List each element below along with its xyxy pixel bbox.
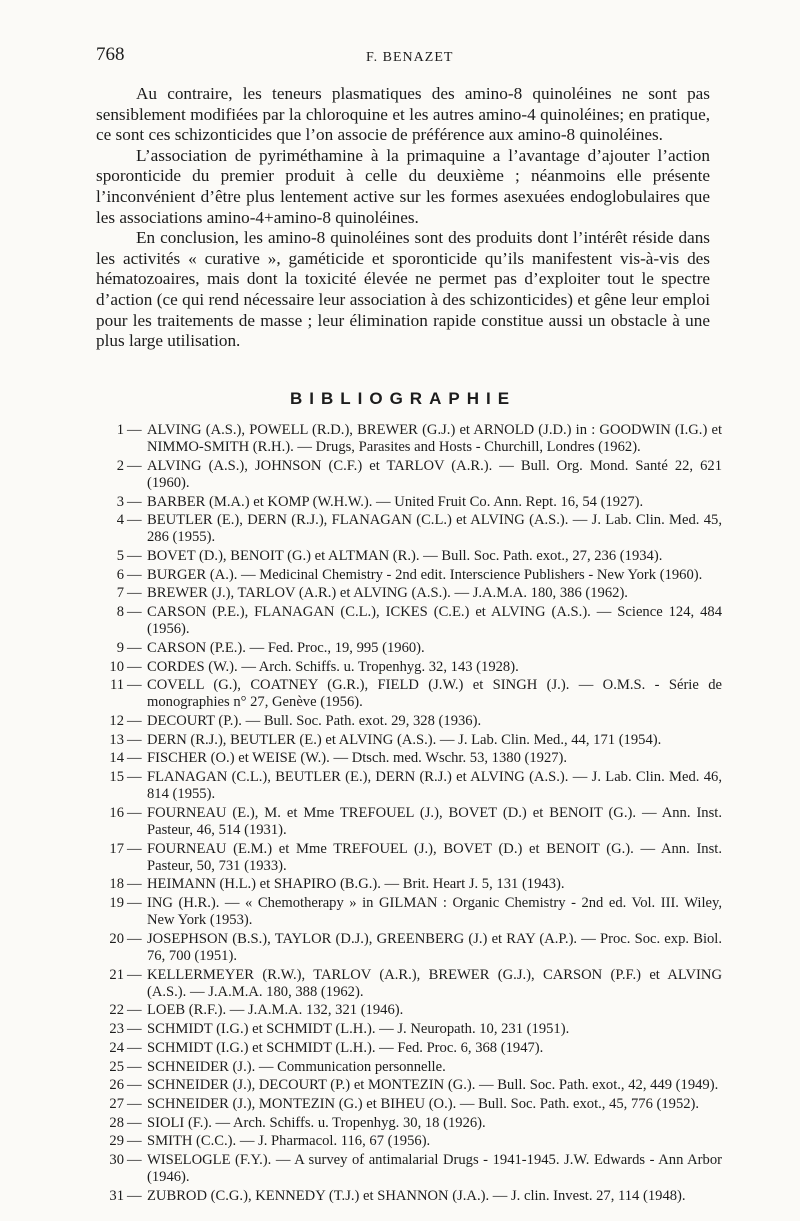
reference-number: 8 xyxy=(116,604,124,621)
reference-text: ALVING (A.S.), JOHNSON (C.F.) et TARLOV (A.R.). — Bull. Org. Mond. Santé 22, 621 (1960). xyxy=(147,457,722,491)
reference-text: WISELOGLE (F.Y.). — A survey of antimalarial Drugs - 1941-1945. J.W. Edwards - Ann Arbor (1946). xyxy=(147,1151,722,1186)
reference-text: CORDES (W.). — Arch. Schiffs. u. Tropenhyg. 32, 143 (1928). xyxy=(147,658,519,675)
reference-item: 3 — BARBER (M.A.) et KOMP (W.H.W.). — United Fruit Co. Ann. Rept. 16, 54 (1927). xyxy=(96,494,722,511)
reference-text: SCHMIDT (I.G.) et SCHMIDT (L.H.). — J. Neuropath. 10, 231 (1951). xyxy=(147,1021,570,1038)
reference-number: 2 xyxy=(116,457,124,474)
paragraph: En conclusion, les amino-8 quinoléines sont des produits dont l’intérêt réside dans les activités « curative », gaméticide et sporonticide qu’ils manifestent vis-à-vis des hématozoaires, mais dont la toxicité élevée ne permet pas d’exploiter tout le spectre d’action (ce qui rend nécessaire leur association à des schizonticides) et gêne leur emploi pour les traitements de masse ; leur élimination rapide constitue aussi un obstacle à une plus large utilisation. xyxy=(96,228,710,351)
reference-number: 5 xyxy=(116,548,124,565)
reference-text: CARSON (P.E.). — Fed. Proc., 19, 995 (1960). xyxy=(147,639,425,656)
reference-item: 2 — ALVING (A.S.), JOHNSON (C.F.) et TARLOV (A.R.). — Bull. Org. Mond. Santé 22, 621 (1960). xyxy=(96,458,722,492)
reference-item: 1 — ALVING (A.S.), POWELL (R.D.), BREWER (G.J.) et ARNOLD (J.D.) in : GOODWIN (I.G.) et NIMMO-SMITH (R.H.). — Drugs, Parasites and Hosts - Churchill, Londres (1962). xyxy=(96,422,722,456)
running-head: F. BENAZET xyxy=(366,50,454,65)
reference-number: 1 xyxy=(116,422,124,438)
reference-text: BOVET (D.), BENOIT (G.) et ALTMAN (R.). — Bull. Soc. Path. exot., 27, 236 (1934). xyxy=(147,548,663,565)
reference-number: 18 xyxy=(109,876,124,893)
reference-item: 28 — SIOLI (F.). — Arch. Schiffs. u. Tropenhyg. 30, 18 (1926). xyxy=(96,1115,722,1132)
reference-number: 24 xyxy=(109,1039,124,1056)
body-text xyxy=(96,84,710,352)
reference-text: HEIMANN (H.L.) et SHAPIRO (B.G.). — Brit. Heart J. 5, 131 (1943). xyxy=(147,876,565,893)
reference-number: 9 xyxy=(116,639,124,656)
reference-item: 21 — KELLERMEYER (R.W.), TARLOV (A.R.), BREWER (G.J.), CARSON (P.F.) et ALVING (A.S.). — J.A.M.A. 180, 388 (1962). xyxy=(96,967,722,1001)
reference-number: 10 xyxy=(109,658,124,675)
reference-number: 4 xyxy=(116,512,124,529)
paragraph: L’association de pyriméthamine à la primaquine a l’avantage d’ajouter l’action sporonticide du premier produit à celle du deuxième ; néanmoins elle présente l’inconvénient d’être plus lentement active sur les formes asexuées endoglobulaires que les associations amino-4+amino-8 quinoléines. xyxy=(96,145,710,227)
reference-number: 3 xyxy=(116,493,124,510)
reference-text: KELLERMEYER (R.W.), TARLOV (A.R.), BREWER (G.J.), CARSON (P.F.) et ALVING (A.S.). — J.A.M.A. 180, 388 (1962). xyxy=(147,966,722,1000)
reference-item: 5 — BOVET (D.), BENOIT (G.) et ALTMAN (R.). — Bull. Soc. Path. exot., 27, 236 (1934). xyxy=(96,548,722,565)
reference-item: 16 — FOURNEAU (E.), M. et Mme TREFOUEL (J.), BOVET (D.) et BENOIT (G.). — Ann. Inst. Pasteur, 46, 514 (1931). xyxy=(96,805,722,839)
reference-number: 14 xyxy=(109,750,124,767)
reference-number: 27 xyxy=(109,1095,124,1112)
reference-text: FISCHER (O.) et WEISE (W.). — Dtsch. med. Wschr. 53, 1380 (1927). xyxy=(147,750,568,767)
reference-item: 23 — SCHMIDT (I.G.) et SCHMIDT (L.H.). — J. Neuropath. 10, 231 (1951). xyxy=(96,1021,722,1038)
reference-item: 27 — SCHNEIDER (J.), MONTEZIN (G.) et BIHEU (O.). — Bull. Soc. Path. exot., 45, 776 (1952). xyxy=(96,1096,722,1113)
reference-number: 17 xyxy=(109,840,124,857)
reference-item: 25 — SCHNEIDER (J.). — Communication personnelle. xyxy=(96,1059,722,1076)
reference-item: 11 — COVELL (G.), COATNEY (G.R.), FIELD (J.W.) et SINGH (J.). — O.M.S. - Série de monographies n° 27, Genève (1956). xyxy=(96,677,722,711)
reference-text: SCHNEIDER (J.), MONTEZIN (G.) et BIHEU (O.). — Bull. Soc. Path. exot., 45, 776 (1952). xyxy=(147,1095,700,1112)
bibliography-list xyxy=(96,422,722,1206)
reference-number: 19 xyxy=(109,895,124,912)
reference-item: 14 — FISCHER (O.) et WEISE (W.). — Dtsch. med. Wschr. 53, 1380 (1927). xyxy=(96,750,722,767)
page-number: 768 xyxy=(96,44,125,65)
reference-number: 13 xyxy=(109,731,124,748)
reference-item: 4 — BEUTLER (E.), DERN (R.J.), FLANAGAN (C.L.) et ALVING (A.S.). — J. Lab. Clin. Med. 45, 286 (1955). xyxy=(96,512,722,546)
reference-text: LOEB (R.F.). — J.A.M.A. 132, 321 (1946). xyxy=(147,1002,404,1019)
reference-number: 28 xyxy=(109,1114,124,1131)
reference-number: 16 xyxy=(109,804,124,821)
reference-text: COVELL (G.), COATNEY (G.R.), FIELD (J.W.) et SINGH (J.). — O.M.S. - Série de monographies n° 27, Genève (1956). xyxy=(147,677,722,711)
reference-item: 18 — HEIMANN (H.L.) et SHAPIRO (B.G.). — Brit. Heart J. 5, 131 (1943). xyxy=(96,876,722,893)
reference-text: JOSEPHSON (B.S.), TAYLOR (D.J.), GREENBERG (J.) et RAY (A.P.). — Proc. Soc. exp. Biol. 76, 700 (1951). xyxy=(147,930,722,964)
reference-text: SIOLI (F.). — Arch. Schiffs. u. Tropenhyg. 30, 18 (1926). xyxy=(147,1114,486,1131)
reference-item: 12 — DECOURT (P.). — Bull. Soc. Path. exot. 29, 328 (1936). xyxy=(96,713,722,730)
reference-item: 17 — FOURNEAU (E.M.) et Mme TREFOUEL (J.), BOVET (D.) et BENOIT (G.). — Ann. Inst. Pasteur, 50, 731 (1933). xyxy=(96,841,722,875)
reference-text: DECOURT (P.). — Bull. Soc. Path. exot. 29, 328 (1936). xyxy=(147,713,482,730)
reference-text: FOURNEAU (E.), M. et Mme TREFOUEL (J.), BOVET (D.) et BENOIT (G.). — Ann. Inst. Pasteur, 46, 514 (1931). xyxy=(147,804,722,838)
reference-item: 9 — CARSON (P.E.). — Fed. Proc., 19, 995 (1960). xyxy=(96,640,722,657)
reference-item: 7 — BREWER (J.), TARLOV (A.R.) et ALVING (A.S.). — J.A.M.A. 180, 386 (1962). xyxy=(96,585,722,602)
reference-number: 6 xyxy=(116,566,124,583)
reference-text: DERN (R.J.), BEUTLER (E.) et ALVING (A.S.). — J. Lab. Clin. Med., 44, 171 (1954). xyxy=(147,731,662,748)
reference-number: 26 xyxy=(109,1077,124,1094)
reference-number: 21 xyxy=(109,966,124,983)
reference-text: SCHNEIDER (J.). — Communication personnelle. xyxy=(147,1058,446,1075)
reference-text: CARSON (P.E.), FLANAGAN (C.L.), ICKES (C.E.) et ALVING (A.S.). — Science 124, 484 (1956). xyxy=(147,604,722,638)
reference-item: 26 — SCHNEIDER (J.), DECOURT (P.) et MONTEZIN (G.). — Bull. Soc. Path. exot., 42, 449 (1949). xyxy=(96,1077,722,1094)
reference-text: BARBER (M.A.) et KOMP (W.H.W.). — United Fruit Co. Ann. Rept. 16, 54 (1927). xyxy=(147,493,644,510)
reference-item: 29 — SMITH (C.C.). — J. Pharmacol. 116, 67 (1956). xyxy=(96,1133,722,1150)
section-title: BIBLIOGRAPHIE xyxy=(289,389,517,408)
reference-text: SCHMIDT (I.G.) et SCHMIDT (L.H.). — Fed. Proc. 6, 368 (1947). xyxy=(147,1039,544,1056)
reference-text: BREWER (J.), TARLOV (A.R.) et ALVING (A.S.). — J.A.M.A. 180, 386 (1962). xyxy=(147,585,628,602)
reference-number: 25 xyxy=(109,1058,124,1075)
reference-number: 20 xyxy=(109,930,124,947)
reference-number: 22 xyxy=(109,1002,124,1019)
reference-text: ZUBROD (C.G.), KENNEDY (T.J.) et SHANNON (J.A.). — J. clin. Invest. 27, 114 (1948). xyxy=(147,1187,686,1204)
reference-text: ALVING (A.S.), POWELL (R.D.), BREWER (G.J.) et ARNOLD (J.D.) in : GOODWIN (I.G.) et NIMMO-SMITH (R.H.). — Drugs, Parasites and Hosts - Churchill, Londres (1962). xyxy=(147,422,722,456)
reference-number: 29 xyxy=(109,1133,124,1150)
reference-number: 12 xyxy=(109,713,124,730)
reference-item: 15 — FLANAGAN (C.L.), BEUTLER (E.), DERN (R.J.) et ALVING (A.S.). — J. Lab. Clin. Med. 46, 814 (1955). xyxy=(96,769,722,803)
reference-item: 24 — SCHMIDT (I.G.) et SCHMIDT (L.H.). — Fed. Proc. 6, 368 (1947). xyxy=(96,1040,722,1057)
reference-item: 19 — ING (H.R.). — « Chemotherapy » in GILMAN : Organic Chemistry - 2nd ed. Vol. III. Wiley, New York (1953). xyxy=(96,895,722,929)
reference-item: 10 — CORDES (W.). — Arch. Schiffs. u. Tropenhyg. 32, 143 (1928). xyxy=(96,659,722,676)
reference-item: 22 — LOEB (R.F.). — J.A.M.A. 132, 321 (1946). xyxy=(96,1002,722,1019)
reference-item: 20 — JOSEPHSON (B.S.), TAYLOR (D.J.), GREENBERG (J.) et RAY (A.P.). — Proc. Soc. exp. Biol. 76, 700 (1951). xyxy=(96,931,722,965)
reference-item: 8 — CARSON (P.E.), FLANAGAN (C.L.), ICKES (C.E.) et ALVING (A.S.). — Science 124, 484 (1956). xyxy=(96,604,722,638)
reference-item: 6 — BURGER (A.). — Medicinal Chemistry - 2nd edit. Interscience Publishers - New York (1960). xyxy=(96,567,722,584)
reference-number: 23 xyxy=(109,1021,124,1038)
page-header xyxy=(96,44,710,74)
reference-text: BURGER (A.). — Medicinal Chemistry - 2nd edit. Interscience Publishers - New York (1960). xyxy=(147,566,703,583)
reference-text: ING (H.R.). — « Chemotherapy » in GILMAN : Organic Chemistry - 2nd ed. Vol. III. Wiley, New York (1953). xyxy=(147,895,722,929)
reference-item: 13 — DERN (R.J.), BEUTLER (E.) et ALVING (A.S.). — J. Lab. Clin. Med., 44, 171 (1954). xyxy=(96,732,722,749)
reference-item: 31 — ZUBROD (C.G.), KENNEDY (T.J.) et SHANNON (J.A.). — J. clin. Invest. 27, 114 (1948). xyxy=(96,1188,722,1205)
reference-item: 30 — WISELOGLE (F.Y.). — A survey of antimalarial Drugs - 1941-1945. J.W. Edwards - Ann Arbor (1946). xyxy=(96,1152,722,1186)
reference-text: FOURNEAU (E.M.) et Mme TREFOUEL (J.), BOVET (D.) et BENOIT (G.). — Ann. Inst. Pasteur, 50, 731 (1933). xyxy=(147,840,722,874)
reference-text: SMITH (C.C.). — J. Pharmacol. 116, 67 (1956). xyxy=(147,1133,431,1150)
reference-number: 30 xyxy=(109,1151,124,1168)
reference-number: 11 xyxy=(109,677,124,694)
reference-number: 15 xyxy=(109,769,124,786)
reference-text: FLANAGAN (C.L.), BEUTLER (E.), DERN (R.J.) et ALVING (A.S.). — J. Lab. Clin. Med. 46, 814 (1955). xyxy=(147,769,722,803)
reference-text: BEUTLER (E.), DERN (R.J.), FLANAGAN (C.L.) et ALVING (A.S.). — J. Lab. Clin. Med. 45, 286 (1955). xyxy=(147,512,722,546)
reference-number: 7 xyxy=(116,585,124,602)
reference-number: 31 xyxy=(109,1187,124,1204)
paragraph: Au contraire, les teneurs plasmatiques des amino-8 quinoléines ne sont pas sensiblement modifiées par la chloroquine et les autres amino-4 quinoléines; en pratique, ce sont ces schizonticides que l’on associe de préférence aux amino-8 quinoléines. xyxy=(96,84,710,145)
reference-text: SCHNEIDER (J.), DECOURT (P.) et MONTEZIN (G.). — Bull. Soc. Path. exot., 42, 449 (1949). xyxy=(147,1077,719,1094)
